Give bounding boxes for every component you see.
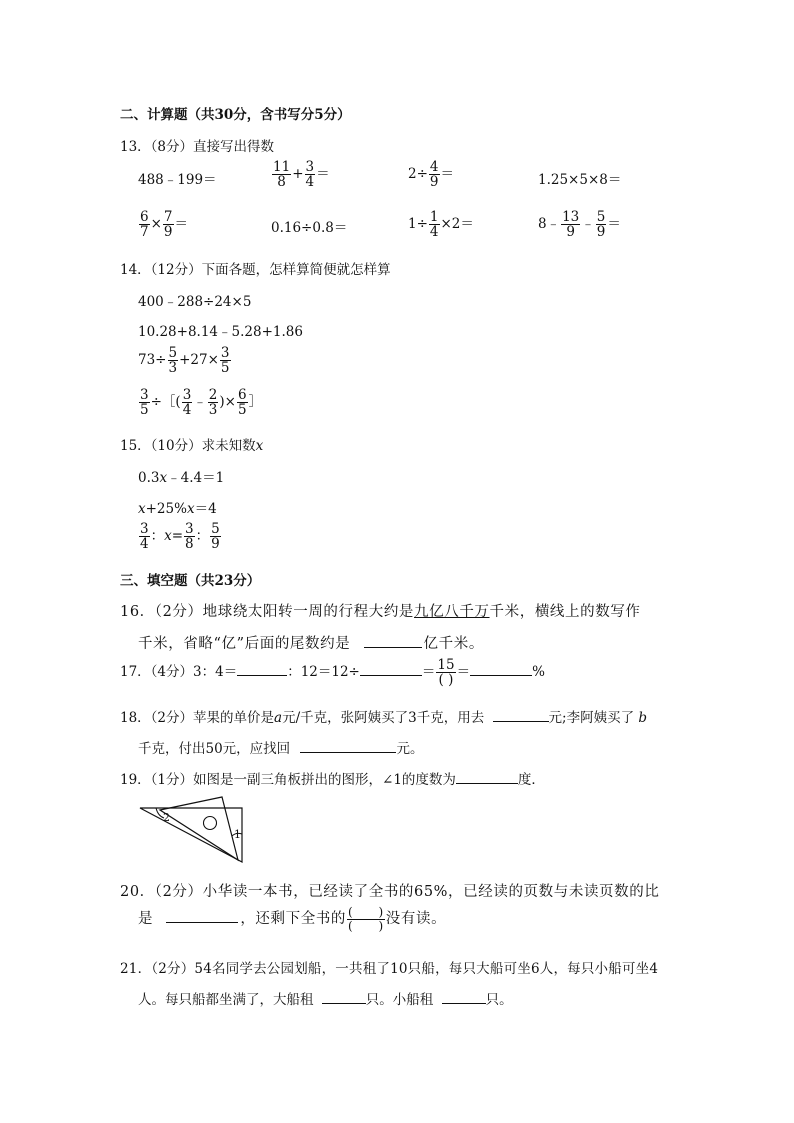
q16-line1: 16．（2分）地球绕太阳转一周的行程大约是九亿八千万千米，横线上的数写作: [120, 604, 641, 620]
q17-blank-2[interactable]: [360, 663, 422, 676]
q13-r1c3: 2÷ $\frac{4}{9}$ ＝: [408, 159, 454, 191]
q19-line: 19．（1分）如图是一副三角板拼出的图形，∠1的度数为 度．: [120, 772, 545, 788]
q20-blank[interactable]: [166, 910, 238, 923]
section-2-title: 二、计算题（共30分，含书写分5分）: [120, 107, 351, 123]
q18-line2: 千克，付出50元，应找回 元。: [138, 741, 424, 757]
q14-label: 14．（12分）下面各题，怎样算简便就怎样算: [120, 262, 391, 278]
q14-e4: $\frac{3}{5}$ ÷［( $\frac{3}{4}$ ﹣ $\frac{2}{3}$ )× $\frac{6}{5}$ ］: [140, 387, 263, 419]
q15-label: 15．（10分）求未知数x: [120, 438, 264, 454]
q15-e2: x+25%x＝4: [138, 501, 217, 517]
q13-r2c3: 1÷ $\frac{1}{4}$ ×2＝: [408, 209, 474, 241]
q18-blank-1[interactable]: [493, 709, 549, 722]
q21-blank-2[interactable]: [442, 991, 486, 1004]
angle-2-label: 2: [163, 811, 170, 824]
q13-r1c2: $\frac{11}{8}$ + $\frac{3}{4}$ ＝: [273, 159, 330, 191]
q13-r1c4: 1.25×5×8＝: [538, 172, 622, 188]
q21-line2: 人。每只船都坐满了，大船租 只。小船租 只。: [138, 992, 513, 1008]
q13-r2c2: 0.16÷0.8＝: [271, 220, 348, 236]
q20-line1: 20．（2分）小华读一本书，已经读了全书的65%，已经读的页数与未读页数的比: [120, 884, 660, 900]
q19-blank[interactable]: [456, 771, 518, 784]
q21-line1: 21．（2分）54名同学去公园划船，一共租了10只船，每只大船可坐6人，每只小船可坐4: [120, 961, 659, 977]
q18-blank-2[interactable]: [300, 740, 396, 753]
q17-blank-1[interactable]: [237, 663, 287, 676]
q16-blank[interactable]: [364, 635, 422, 648]
q14-e1: 400﹣288÷24×5: [138, 294, 252, 310]
q18-line1: 18．（2分）苹果的单价是a元/千克，张阿姨买了3千克，用去 元;李阿姨买了 b: [120, 710, 648, 726]
q17-blank-3[interactable]: [470, 663, 532, 676]
q14-e3: 73÷ $\frac{5}{3}$ +27× $\frac{3}{5}$: [138, 345, 230, 377]
figure-triangle-45: [160, 797, 238, 860]
q13-label: 13．（8分）直接写出得数: [120, 139, 275, 155]
q14-e2: 10.28+8.14﹣5.28+1.86: [138, 324, 303, 340]
angle-1-label: 1: [234, 828, 241, 841]
q13-r2c1: $\frac{6}{7}$ × $\frac{7}{9}$ ＝: [140, 209, 188, 241]
q21-blank-1[interactable]: [322, 991, 366, 1004]
triangle-figure: [136, 796, 248, 866]
section-3-title: 三、填空题（共23分）: [120, 573, 261, 589]
q15-e3: $\frac{3}{4}$ ：x= $\frac{3}{8}$ ： $\frac{5}{9}$: [140, 521, 220, 553]
q13-r1c1: 488﹣199＝: [138, 172, 217, 188]
q15-e1: 0.3x﹣4.4＝1: [138, 470, 225, 486]
q20-line2: 是 ，还剩下全书的 $\frac{( )}{( )}$ 没有读。: [138, 905, 447, 933]
q13-r2c4: 8﹣ $\frac{13}{9}$ ﹣ $\frac{5}{9}$ ＝: [538, 209, 621, 241]
q17-line: 17．（4分）3：4＝ ：12＝12÷ ＝ $\frac{15}{( )}$ ＝ %: [120, 657, 545, 689]
q16-line2: 千米，省略“亿”后面的尾数约是 亿千米。: [138, 636, 484, 652]
figure-hole-circle: [204, 817, 217, 830]
